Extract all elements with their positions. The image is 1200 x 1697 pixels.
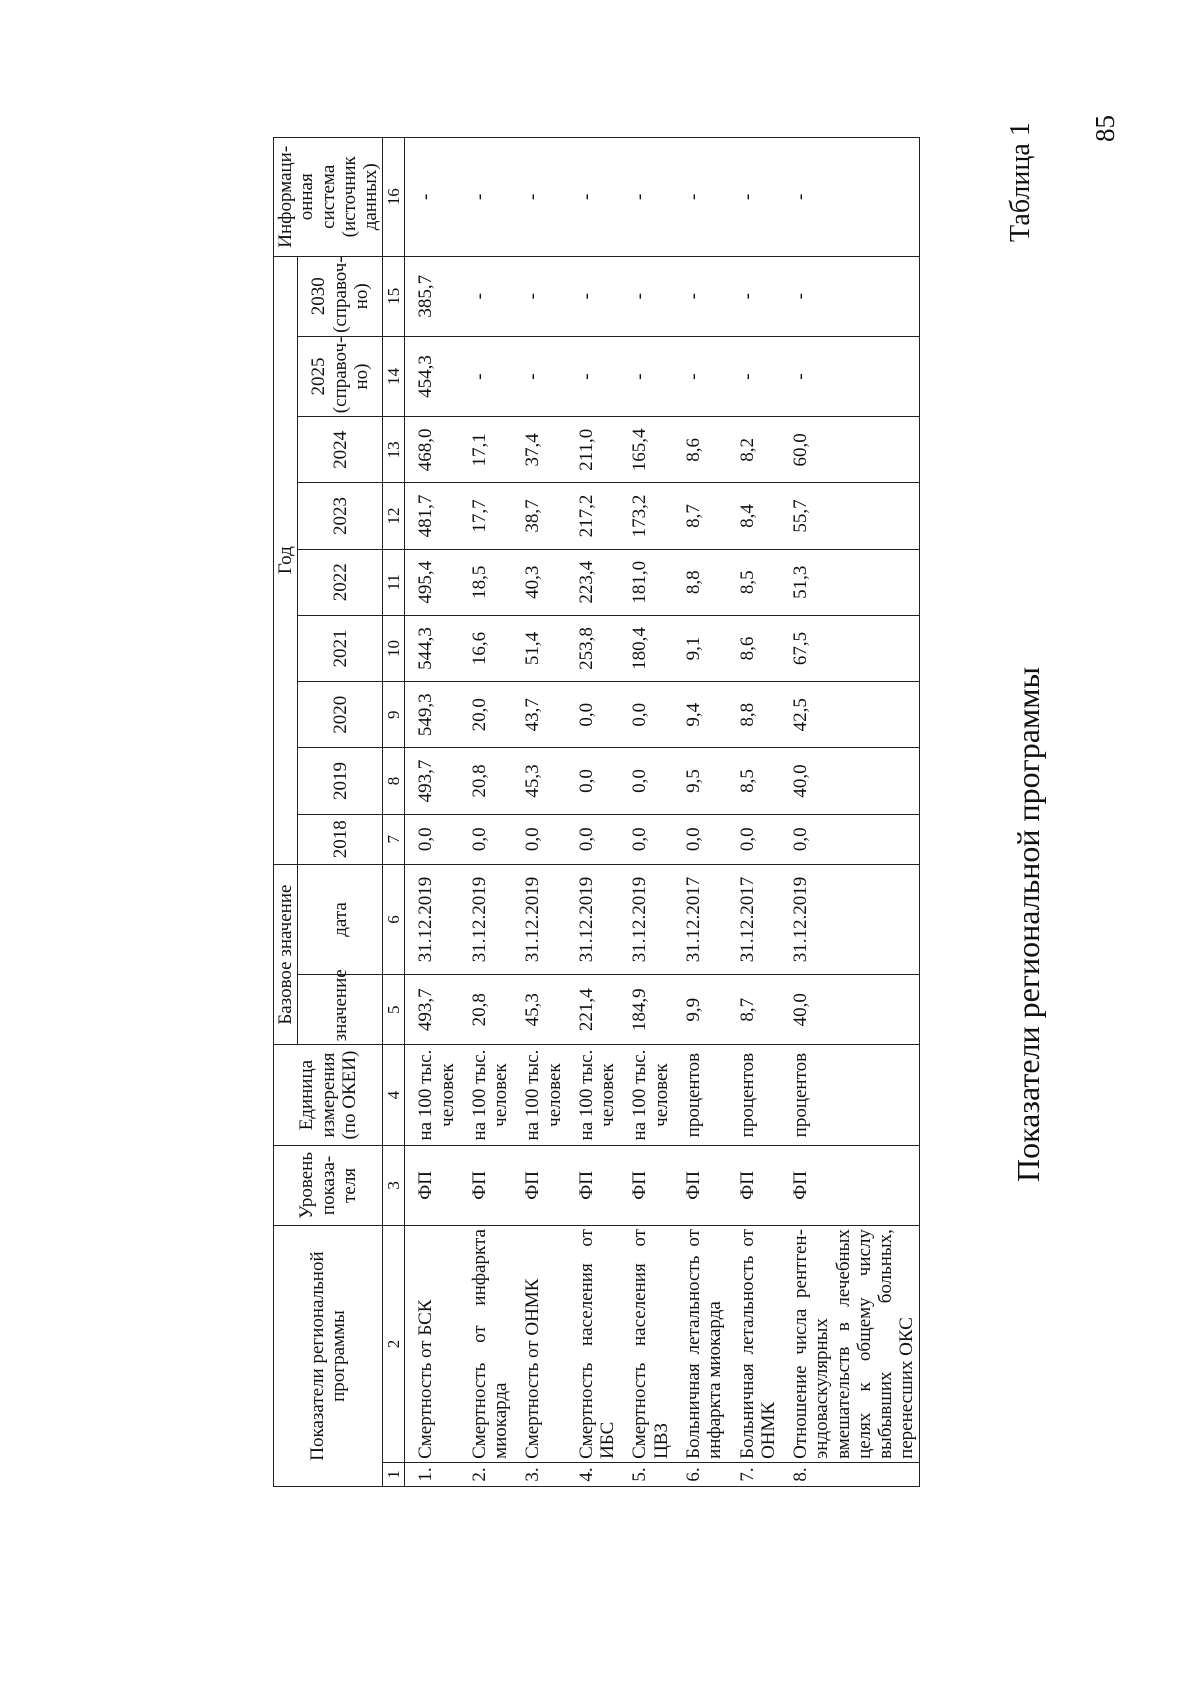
header-2021: 2021: [298, 615, 383, 681]
indicator-level: ФП: [512, 1145, 566, 1225]
header-2020: 2020: [298, 682, 383, 748]
value-2021: 180,4: [619, 615, 673, 681]
value-2030: -: [566, 256, 620, 336]
base-value: 8,7: [727, 975, 781, 1045]
value-2020: 0,0: [619, 682, 673, 748]
unit-of-measure: на 100 тыс. человек: [566, 1045, 620, 1145]
value-2021: 8,6: [727, 615, 781, 681]
header-2018: 2018: [298, 814, 383, 864]
base-value: 40,0: [780, 975, 919, 1045]
data-source: -: [673, 138, 727, 257]
header-2024: 2024: [298, 417, 383, 483]
row-number: 5.: [619, 1462, 673, 1486]
row-number: 3.: [512, 1462, 566, 1486]
column-number: 8: [383, 748, 405, 814]
base-value: 45,3: [512, 975, 566, 1045]
base-date: 31.12.2017: [673, 864, 727, 974]
value-2025: 454,3: [405, 336, 459, 416]
column-number: 5: [383, 975, 405, 1045]
table-caption: Таблица 1: [1005, 122, 1036, 242]
indicator-name: Смертность от инфаркта миокарда: [459, 1226, 513, 1463]
indicator-level: ФП: [566, 1145, 620, 1225]
base-date: 31.12.2017: [727, 864, 781, 974]
base-value: 9,9: [673, 975, 727, 1045]
header-2025: 2025 (справоч-но): [298, 336, 383, 416]
value-2022: 18,5: [459, 549, 513, 615]
header-base-date: дата: [298, 864, 383, 974]
indicator-name: Смертность от ОНМК: [512, 1226, 566, 1463]
indicators-table: [273, 137, 920, 1487]
indicator-name: Смертность населения от ИБС: [566, 1226, 620, 1463]
base-date: 31.12.2019: [459, 864, 513, 974]
value-2022: 8,5: [727, 549, 781, 615]
column-number: 10: [383, 615, 405, 681]
value-2023: 8,4: [727, 483, 781, 549]
indicator-level: ФП: [619, 1145, 673, 1225]
value-2019: 40,0: [780, 748, 919, 814]
unit-of-measure: процентов: [727, 1045, 781, 1145]
value-2018: 0,0: [619, 814, 673, 864]
value-2030: -: [673, 256, 727, 336]
row-number: 7.: [727, 1462, 781, 1486]
value-2019: 493,7: [405, 748, 459, 814]
table-row: [459, 138, 513, 1487]
header-base-value: значение: [298, 975, 383, 1045]
value-2024: 165,4: [619, 417, 673, 483]
value-2019: 8,5: [727, 748, 781, 814]
header-2023: 2023: [298, 483, 383, 549]
base-value: 20,8: [459, 975, 513, 1045]
indicator-name: Больничная летальность от инфаркта миокарда: [673, 1226, 727, 1463]
value-2023: 217,2: [566, 483, 620, 549]
value-2023: 38,7: [512, 483, 566, 549]
column-number: 12: [383, 483, 405, 549]
value-2022: 8,8: [673, 549, 727, 615]
value-2024: 17,1: [459, 417, 513, 483]
value-2021: 51,4: [512, 615, 566, 681]
value-2024: 37,4: [512, 417, 566, 483]
value-2030: -: [727, 256, 781, 336]
table-row: [780, 138, 919, 1487]
header-2019: 2019: [298, 748, 383, 814]
value-2022: 223,4: [566, 549, 620, 615]
value-2024: 8,2: [727, 417, 781, 483]
value-2021: 9,1: [673, 615, 727, 681]
column-number: 3: [383, 1145, 405, 1225]
header-source: Информаци-онная система (источник данных): [274, 138, 383, 257]
value-2022: 51,3: [780, 549, 919, 615]
value-2019: 45,3: [512, 748, 566, 814]
indicator-name: Больничная летальность от ОНМК: [727, 1226, 781, 1463]
value-2018: 0,0: [673, 814, 727, 864]
header-2030: 2030 (справоч-но): [298, 256, 383, 336]
value-2018: 0,0: [405, 814, 459, 864]
value-2019: 0,0: [619, 748, 673, 814]
base-value: 184,9: [619, 975, 673, 1045]
column-number: 14: [383, 336, 405, 416]
column-number: 13: [383, 417, 405, 483]
column-number: 11: [383, 549, 405, 615]
data-source: -: [512, 138, 566, 257]
value-2019: 0,0: [566, 748, 620, 814]
column-number: 9: [383, 682, 405, 748]
header-indicator: Показатели региональной программы: [274, 1226, 383, 1487]
value-2021: 67,5: [780, 615, 919, 681]
base-date: 31.12.2019: [619, 864, 673, 974]
value-2020: 20,0: [459, 682, 513, 748]
value-2024: 468,0: [405, 417, 459, 483]
value-2021: 544,3: [405, 615, 459, 681]
value-2018: 0,0: [512, 814, 566, 864]
data-source: -: [459, 138, 513, 257]
column-number: 4: [383, 1045, 405, 1145]
row-number: 1.: [405, 1462, 459, 1486]
header-base: Базовое значение: [274, 864, 298, 1045]
column-number: 16: [383, 138, 405, 257]
value-2025: -: [673, 336, 727, 416]
value-2022: 181,0: [619, 549, 673, 615]
value-2024: 8,6: [673, 417, 727, 483]
column-number: 7: [383, 814, 405, 864]
value-2018: 0,0: [459, 814, 513, 864]
data-source: -: [780, 138, 919, 257]
unit-of-measure: процентов: [780, 1045, 919, 1145]
value-2023: 17,7: [459, 483, 513, 549]
value-2020: 9,4: [673, 682, 727, 748]
row-number: 2.: [459, 1462, 513, 1486]
unit-of-measure: на 100 тыс. человек: [459, 1045, 513, 1145]
value-2025: -: [619, 336, 673, 416]
value-2025: -: [727, 336, 781, 416]
base-date: 31.12.2019: [512, 864, 566, 974]
column-number-row: [383, 138, 405, 1487]
value-2023: 481,7: [405, 483, 459, 549]
indicator-level: ФП: [405, 1145, 459, 1225]
value-2020: 42,5: [780, 682, 919, 748]
value-2018: 0,0: [727, 814, 781, 864]
value-2030: -: [512, 256, 566, 336]
data-source: -: [727, 138, 781, 257]
value-2021: 16,6: [459, 615, 513, 681]
value-2025: -: [566, 336, 620, 416]
table-row: [619, 138, 673, 1487]
base-value: 221,4: [566, 975, 620, 1045]
value-2025: -: [512, 336, 566, 416]
column-number: 1: [383, 1462, 405, 1486]
value-2023: 173,2: [619, 483, 673, 549]
unit-of-measure: процентов: [673, 1045, 727, 1145]
row-number: 8.: [780, 1462, 919, 1486]
unit-of-measure: на 100 тыс. человек: [619, 1045, 673, 1145]
base-date: 31.12.2019: [780, 864, 919, 974]
value-2019: 20,8: [459, 748, 513, 814]
value-2023: 8,7: [673, 483, 727, 549]
indicator-level: ФП: [459, 1145, 513, 1225]
indicator-name: Смертность от БСК: [405, 1226, 459, 1463]
value-2020: 43,7: [512, 682, 566, 748]
table-row: [405, 138, 459, 1487]
row-number: 6.: [673, 1462, 727, 1486]
value-2018: 0,0: [780, 814, 919, 864]
value-2023: 55,7: [780, 483, 919, 549]
value-2020: 8,8: [727, 682, 781, 748]
table-row: [727, 138, 781, 1487]
value-2024: 60,0: [780, 417, 919, 483]
row-number: 4.: [566, 1462, 620, 1486]
value-2025: -: [780, 336, 919, 416]
value-2030: -: [459, 256, 513, 336]
page-number: 85: [1090, 115, 1120, 142]
unit-of-measure: на 100 тыс. человек: [405, 1045, 459, 1145]
indicator-level: ФП: [673, 1145, 727, 1225]
base-date: 31.12.2019: [405, 864, 459, 974]
column-number: 2: [383, 1226, 405, 1463]
value-2018: 0,0: [566, 814, 620, 864]
value-2024: 211,0: [566, 417, 620, 483]
indicator-name: Отношение числа рентген-эндоваскулярных вмешательств в лечебных целях к общему числу выбывших больных, перенесших ОКС: [780, 1226, 919, 1463]
value-2022: 495,4: [405, 549, 459, 615]
value-2021: 253,8: [566, 615, 620, 681]
table-row: [512, 138, 566, 1487]
data-source: -: [566, 138, 620, 257]
table-row: [673, 138, 727, 1487]
column-number: 15: [383, 256, 405, 336]
header-2022: 2022: [298, 549, 383, 615]
value-2030: -: [780, 256, 919, 336]
value-2020: 549,3: [405, 682, 459, 748]
value-2030: 385,7: [405, 256, 459, 336]
table-row: [566, 138, 620, 1487]
indicator-level: ФП: [727, 1145, 781, 1225]
indicator-name: Смертность населения от ЦВЗ: [619, 1226, 673, 1463]
value-2022: 40,3: [512, 549, 566, 615]
document-title: Показатели региональной программы: [1010, 667, 1046, 1182]
base-value: 493,7: [405, 975, 459, 1045]
value-2020: 0,0: [566, 682, 620, 748]
header-level: Уровень показа-теля: [274, 1145, 383, 1225]
table-body: [405, 138, 919, 1487]
indicator-level: ФП: [780, 1145, 919, 1225]
unit-of-measure: на 100 тыс. человек: [512, 1045, 566, 1145]
base-date: 31.12.2019: [566, 864, 620, 974]
value-2025: -: [459, 336, 513, 416]
value-2030: -: [619, 256, 673, 336]
value-2019: 9,5: [673, 748, 727, 814]
column-number: 6: [383, 864, 405, 974]
data-source: -: [619, 138, 673, 257]
header-unit: Единица измерения (по ОКЕИ): [274, 1045, 383, 1145]
data-source: -: [405, 138, 459, 257]
header-year: Год: [274, 256, 298, 864]
